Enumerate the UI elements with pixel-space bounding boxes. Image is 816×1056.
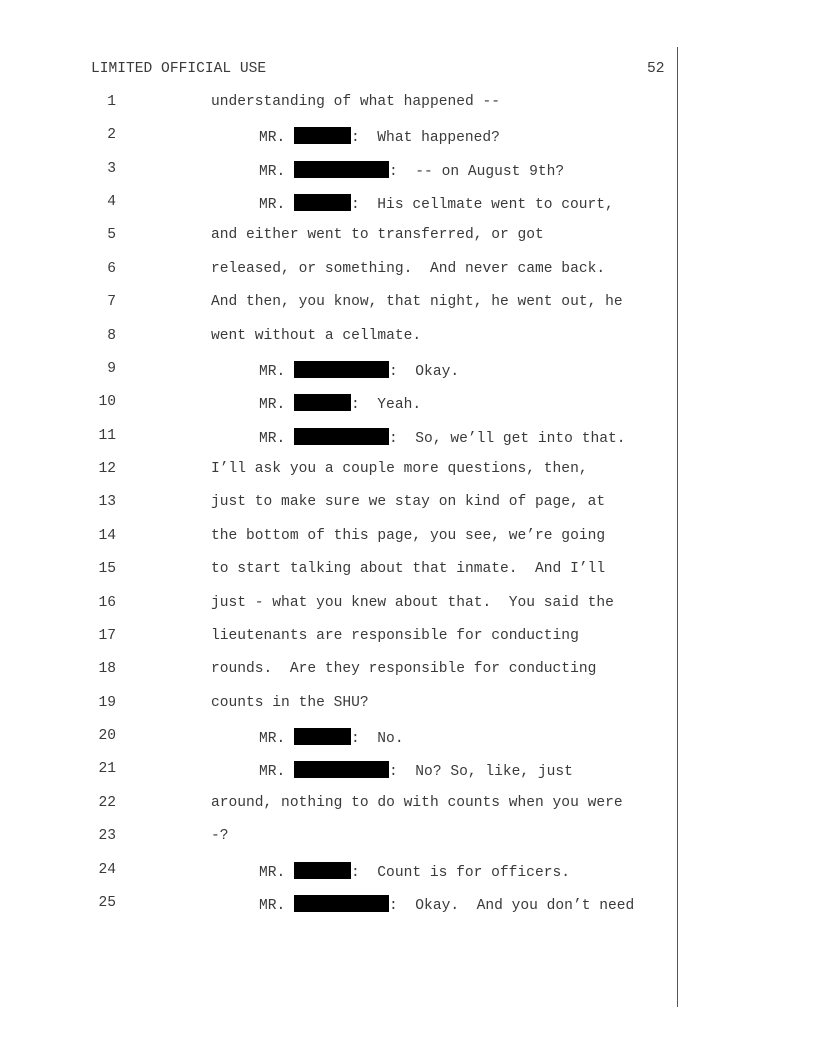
speaker-line [259, 728, 404, 747]
line-text: lieutenants are responsible for conducting [211, 627, 579, 644]
line-number: 19 [98, 694, 116, 711]
speech-text: : Okay. And you don’t need [389, 897, 635, 914]
line-text: to start talking about that inmate. And I’ll [211, 561, 606, 578]
speaker-line [259, 161, 564, 180]
speaker-line [259, 428, 626, 447]
line-text: -? [211, 828, 229, 845]
line-number: 2 [107, 127, 116, 144]
line-number: 22 [98, 794, 116, 811]
speaker-prefix: MR. [259, 197, 295, 214]
line-text: rounds. Are they responsible for conducting [211, 661, 597, 678]
line-number: 23 [98, 828, 116, 845]
speech-text: : Okay. [389, 363, 460, 380]
speaker-prefix: MR. [259, 897, 295, 914]
transcript-line [0, 828, 816, 848]
speaker-line [259, 194, 614, 213]
speaker-line [259, 895, 634, 914]
transcript-line [0, 428, 816, 448]
transcript-line [0, 661, 816, 681]
line-number: 16 [98, 594, 116, 611]
redaction-bar [294, 194, 351, 211]
transcript-line [0, 695, 816, 715]
line-text: counts in the SHU? [211, 694, 369, 711]
line-number: 8 [107, 327, 116, 344]
line-number: 10 [98, 394, 116, 411]
classification-header: LIMITED OFFICIAL USE [91, 61, 267, 77]
line-text: the bottom of this page, you see, we’re going [211, 527, 606, 544]
line-number: 25 [98, 894, 116, 911]
speech-text: : No. [351, 731, 404, 748]
transcript-line [0, 895, 816, 915]
transcript-line [0, 161, 816, 181]
line-number: 4 [107, 194, 116, 211]
line-number: 1 [107, 94, 116, 110]
speaker-line [259, 127, 500, 146]
redaction-bar [294, 161, 389, 178]
transcript-line [0, 595, 816, 615]
line-text: just to make sure we stay on kind of page, at [211, 494, 606, 511]
line-text: released, or something. And never came back. [211, 260, 606, 277]
line-text: just - what you knew about that. You said the [211, 594, 614, 611]
line-text: I’ll ask you a couple more questions, then, [211, 461, 588, 478]
line-number: 24 [98, 861, 116, 878]
speaker-line [259, 394, 421, 413]
speech-text: : Yeah. [351, 397, 422, 414]
transcript-line [0, 227, 816, 247]
transcript-line [0, 795, 816, 815]
line-number: 9 [107, 360, 116, 377]
redaction-bar [294, 361, 389, 378]
redaction-bar [294, 761, 389, 778]
speaker-line [259, 761, 573, 780]
line-text: and either went to transferred, or got [211, 227, 544, 244]
line-number: 3 [107, 160, 116, 177]
speaker-prefix: MR. [259, 430, 295, 447]
redaction-bar [294, 394, 351, 411]
speaker-prefix: MR. [259, 363, 295, 380]
speaker-line [259, 361, 459, 380]
speaker-prefix: MR. [259, 731, 295, 748]
speech-text: : No? So, like, just [389, 764, 573, 781]
transcript-line [0, 494, 816, 514]
line-number: 5 [107, 227, 116, 244]
line-number: 20 [98, 728, 116, 745]
speaker-prefix: MR. [259, 163, 295, 180]
transcript-line [0, 294, 816, 314]
transcript-line [0, 728, 816, 748]
line-number: 13 [98, 494, 116, 511]
speaker-prefix: MR. [259, 130, 295, 147]
line-text: went without a cellmate. [211, 327, 422, 344]
transcript-line [0, 628, 816, 648]
line-number: 14 [98, 527, 116, 544]
redaction-bar [294, 895, 389, 912]
line-number: 11 [98, 427, 116, 444]
line-text: understanding of what happened -- [211, 94, 501, 110]
transcript-line [0, 528, 816, 548]
transcript-line [0, 862, 816, 882]
redaction-bar [294, 862, 351, 879]
line-text: And then, you know, that night, he went out, he [211, 294, 623, 311]
redaction-bar [294, 428, 389, 445]
transcript-line [0, 94, 816, 114]
line-number: 17 [98, 627, 116, 644]
line-text: around, nothing to do with counts when you were [211, 794, 623, 811]
transcript-line [0, 194, 816, 214]
redaction-bar [294, 728, 351, 745]
transcript-line [0, 561, 816, 581]
speaker-prefix: MR. [259, 764, 295, 781]
line-number: 15 [98, 561, 116, 578]
line-number: 18 [98, 661, 116, 678]
speech-text: : Count is for officers. [351, 864, 570, 881]
speech-text: : -- on August 9th? [389, 163, 565, 180]
line-number: 21 [98, 761, 116, 778]
page-number: 52 [647, 61, 665, 77]
transcript-line [0, 328, 816, 348]
transcript-line [0, 361, 816, 381]
transcript-line [0, 394, 816, 414]
redaction-bar [294, 127, 351, 144]
transcript-line [0, 261, 816, 281]
line-number: 7 [107, 294, 116, 311]
speech-text: : His cellmate went to court, [351, 197, 614, 214]
transcript-line [0, 127, 816, 147]
transcript-line [0, 461, 816, 481]
transcript-line [0, 761, 816, 781]
speaker-prefix: MR. [259, 864, 295, 881]
speech-text: : What happened? [351, 130, 500, 147]
speech-text: : So, we’ll get into that. [389, 430, 626, 447]
speaker-line [259, 862, 570, 881]
speaker-prefix: MR. [259, 397, 295, 414]
line-number: 6 [107, 260, 116, 277]
line-number: 12 [98, 461, 116, 478]
